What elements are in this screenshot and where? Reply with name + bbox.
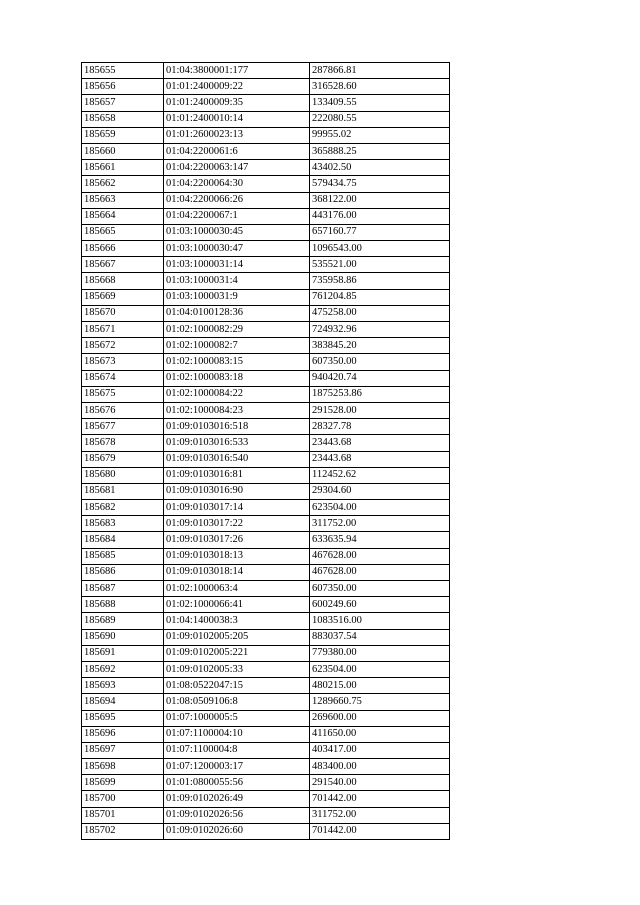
row-id-cell: 185659 (82, 127, 164, 143)
row-id-cell: 185672 (82, 338, 164, 354)
table-row (82, 241, 450, 257)
cadastral-number-cell: 01:02:1000066:41 (164, 597, 310, 613)
cadastral-number-cell: 01:04:2200067:1 (164, 208, 310, 224)
table-row (82, 759, 450, 775)
cadastral-number-cell: 01:01:2400009:35 (164, 95, 310, 111)
table-row (82, 192, 450, 208)
value-cell: 579434.75 (310, 176, 450, 192)
table-row (82, 597, 450, 613)
row-id-cell: 185686 (82, 564, 164, 580)
row-id-cell: 185684 (82, 532, 164, 548)
value-cell: 607350.00 (310, 581, 450, 597)
cadastral-number-cell: 01:09:0102026:56 (164, 807, 310, 823)
value-cell: 403417.00 (310, 742, 450, 758)
row-id-cell: 185678 (82, 435, 164, 451)
row-id-cell: 185663 (82, 192, 164, 208)
row-id-cell: 185655 (82, 63, 164, 79)
value-cell: 29304.60 (310, 483, 450, 499)
row-id-cell: 185680 (82, 467, 164, 483)
cadastral-number-cell: 01:09:0103018:13 (164, 548, 310, 564)
row-id-cell: 185688 (82, 597, 164, 613)
cadastral-number-cell: 01:09:0102005:205 (164, 629, 310, 645)
table-row (82, 613, 450, 629)
value-cell: 443176.00 (310, 208, 450, 224)
value-cell: 43402.50 (310, 160, 450, 176)
value-cell: 657160.77 (310, 224, 450, 240)
table-row (82, 160, 450, 176)
table-row (82, 710, 450, 726)
table-row (82, 386, 450, 402)
table-row (82, 273, 450, 289)
value-cell: 701442.00 (310, 823, 450, 839)
value-cell: 1083516.00 (310, 613, 450, 629)
value-cell: 287866.81 (310, 63, 450, 79)
value-cell: 883037.54 (310, 629, 450, 645)
row-id-cell: 185700 (82, 791, 164, 807)
row-id-cell: 185696 (82, 726, 164, 742)
row-id-cell: 185665 (82, 224, 164, 240)
table-row (82, 322, 450, 338)
table-row (82, 791, 450, 807)
row-id-cell: 185670 (82, 305, 164, 321)
cadastral-number-cell: 01:07:1200003:17 (164, 759, 310, 775)
row-id-cell: 185658 (82, 111, 164, 127)
value-cell: 475258.00 (310, 305, 450, 321)
value-cell: 600249.60 (310, 597, 450, 613)
row-id-cell: 185698 (82, 759, 164, 775)
value-cell: 633635.94 (310, 532, 450, 548)
row-id-cell: 185669 (82, 289, 164, 305)
table-row (82, 305, 450, 321)
cadastral-number-cell: 01:09:0103016:81 (164, 467, 310, 483)
table-row (82, 224, 450, 240)
cadastral-number-cell: 01:08:0509106:8 (164, 694, 310, 710)
cadastral-number-cell: 01:01:2600023:13 (164, 127, 310, 143)
table-row (82, 629, 450, 645)
cadastral-number-cell: 01:01:0800055:56 (164, 775, 310, 791)
cadastral-number-cell: 01:03:1000031:9 (164, 289, 310, 305)
cadastral-number-cell: 01:03:1000030:45 (164, 224, 310, 240)
table-row (82, 807, 450, 823)
table-row (82, 516, 450, 532)
cadastral-number-cell: 01:09:0102026:60 (164, 823, 310, 839)
cadastral-number-cell: 01:04:2200061:6 (164, 143, 310, 159)
value-cell: 411650.00 (310, 726, 450, 742)
cadastral-number-cell: 01:07:1000005:5 (164, 710, 310, 726)
value-cell: 368122.00 (310, 192, 450, 208)
table-body (82, 63, 450, 840)
row-id-cell: 185673 (82, 354, 164, 370)
cadastral-number-cell: 01:09:0102026:49 (164, 791, 310, 807)
cadastral-number-cell: 01:03:1000030:47 (164, 241, 310, 257)
row-id-cell: 185666 (82, 241, 164, 257)
cadastral-number-cell: 01:09:0102005:33 (164, 661, 310, 677)
value-cell: 23443.68 (310, 435, 450, 451)
row-id-cell: 185667 (82, 257, 164, 273)
table-row (82, 726, 450, 742)
cadastral-number-cell: 01:02:1000084:23 (164, 402, 310, 418)
cadastral-number-cell: 01:04:2200066:26 (164, 192, 310, 208)
table-row (82, 451, 450, 467)
row-id-cell: 185664 (82, 208, 164, 224)
cadastral-number-cell: 01:09:0102005:221 (164, 645, 310, 661)
value-cell: 480215.00 (310, 678, 450, 694)
table-row (82, 467, 450, 483)
table-row (82, 548, 450, 564)
row-id-cell: 185656 (82, 79, 164, 95)
row-id-cell: 185661 (82, 160, 164, 176)
row-id-cell: 185685 (82, 548, 164, 564)
table-row (82, 775, 450, 791)
table-row (82, 289, 450, 305)
cadastral-number-cell: 01:01:2400010:14 (164, 111, 310, 127)
row-id-cell: 185668 (82, 273, 164, 289)
row-id-cell: 185683 (82, 516, 164, 532)
value-cell: 607350.00 (310, 354, 450, 370)
cadastral-number-cell: 01:04:2200064:30 (164, 176, 310, 192)
row-id-cell: 185694 (82, 694, 164, 710)
row-id-cell: 185682 (82, 500, 164, 516)
row-id-cell: 185697 (82, 742, 164, 758)
cadastral-number-cell: 01:09:0103016:518 (164, 419, 310, 435)
value-cell: 1289660.75 (310, 694, 450, 710)
table-row (82, 661, 450, 677)
row-id-cell: 185674 (82, 370, 164, 386)
value-cell: 735958.86 (310, 273, 450, 289)
value-cell: 940420.74 (310, 370, 450, 386)
value-cell: 483400.00 (310, 759, 450, 775)
row-id-cell: 185657 (82, 95, 164, 111)
cadastral-number-cell: 01:02:1000082:29 (164, 322, 310, 338)
row-id-cell: 185677 (82, 419, 164, 435)
table-row (82, 127, 450, 143)
value-cell: 724932.96 (310, 322, 450, 338)
value-cell: 623504.00 (310, 661, 450, 677)
table-row (82, 823, 450, 839)
row-id-cell: 185671 (82, 322, 164, 338)
value-cell: 112452.62 (310, 467, 450, 483)
row-id-cell: 185687 (82, 581, 164, 597)
value-cell: 467628.00 (310, 564, 450, 580)
row-id-cell: 185676 (82, 402, 164, 418)
row-id-cell: 185701 (82, 807, 164, 823)
value-cell: 316528.60 (310, 79, 450, 95)
row-id-cell: 185699 (82, 775, 164, 791)
table-row (82, 645, 450, 661)
table-row (82, 483, 450, 499)
row-id-cell: 185662 (82, 176, 164, 192)
cadastral-number-cell: 01:04:1400038:3 (164, 613, 310, 629)
row-id-cell: 185690 (82, 629, 164, 645)
cadastral-number-cell: 01:08:0522047:15 (164, 678, 310, 694)
table-row (82, 694, 450, 710)
value-cell: 467628.00 (310, 548, 450, 564)
value-cell: 311752.00 (310, 807, 450, 823)
value-cell: 28327.78 (310, 419, 450, 435)
row-id-cell: 185681 (82, 483, 164, 499)
value-cell: 99955.02 (310, 127, 450, 143)
value-cell: 291528.00 (310, 402, 450, 418)
table-row (82, 63, 450, 79)
table-row (82, 581, 450, 597)
cadastral-number-cell: 01:07:1100004:10 (164, 726, 310, 742)
table-row (82, 111, 450, 127)
cadastral-number-cell: 01:02:1000063:4 (164, 581, 310, 597)
table-row (82, 678, 450, 694)
value-cell: 291540.00 (310, 775, 450, 791)
table-row (82, 79, 450, 95)
data-table (81, 62, 450, 840)
cadastral-number-cell: 01:02:1000083:15 (164, 354, 310, 370)
value-cell: 701442.00 (310, 791, 450, 807)
table-row (82, 742, 450, 758)
table-row (82, 419, 450, 435)
value-cell: 311752.00 (310, 516, 450, 532)
cadastral-number-cell: 01:09:0103016:90 (164, 483, 310, 499)
value-cell: 1096543.00 (310, 241, 450, 257)
table-row (82, 143, 450, 159)
cadastral-number-cell: 01:02:1000082:7 (164, 338, 310, 354)
cadastral-number-cell: 01:07:1100004:8 (164, 742, 310, 758)
row-id-cell: 185695 (82, 710, 164, 726)
value-cell: 761204.85 (310, 289, 450, 305)
table-row (82, 532, 450, 548)
cadastral-number-cell: 01:09:0103017:22 (164, 516, 310, 532)
cadastral-number-cell: 01:09:0103016:533 (164, 435, 310, 451)
value-cell: 269600.00 (310, 710, 450, 726)
cadastral-number-cell: 01:04:3800001:177 (164, 63, 310, 79)
table-row (82, 500, 450, 516)
table-row (82, 257, 450, 273)
row-id-cell: 185702 (82, 823, 164, 839)
value-cell: 1875253.86 (310, 386, 450, 402)
value-cell: 365888.25 (310, 143, 450, 159)
table-row (82, 95, 450, 111)
value-cell: 623504.00 (310, 500, 450, 516)
cadastral-number-cell: 01:09:0103018:14 (164, 564, 310, 580)
table-row (82, 176, 450, 192)
cadastral-number-cell: 01:01:2400009:22 (164, 79, 310, 95)
value-cell: 535521.00 (310, 257, 450, 273)
table-row (82, 208, 450, 224)
cadastral-number-cell: 01:09:0103016:540 (164, 451, 310, 467)
row-id-cell: 185691 (82, 645, 164, 661)
cadastral-number-cell: 01:09:0103017:14 (164, 500, 310, 516)
value-cell: 23443.68 (310, 451, 450, 467)
row-id-cell: 185675 (82, 386, 164, 402)
table-row (82, 435, 450, 451)
cadastral-number-cell: 01:03:1000031:4 (164, 273, 310, 289)
cadastral-number-cell: 01:04:2200063:147 (164, 160, 310, 176)
value-cell: 222080.55 (310, 111, 450, 127)
table-row (82, 564, 450, 580)
value-cell: 133409.55 (310, 95, 450, 111)
row-id-cell: 185660 (82, 143, 164, 159)
cadastral-number-cell: 01:09:0103017:26 (164, 532, 310, 548)
row-id-cell: 185689 (82, 613, 164, 629)
row-id-cell: 185693 (82, 678, 164, 694)
cadastral-number-cell: 01:03:1000031:14 (164, 257, 310, 273)
cadastral-number-cell: 01:02:1000083:18 (164, 370, 310, 386)
cadastral-number-cell: 01:02:1000084:22 (164, 386, 310, 402)
table-row (82, 370, 450, 386)
value-cell: 779380.00 (310, 645, 450, 661)
table-row (82, 402, 450, 418)
table-row (82, 338, 450, 354)
cadastral-number-cell: 01:04:0100128:36 (164, 305, 310, 321)
row-id-cell: 185679 (82, 451, 164, 467)
table-row (82, 354, 450, 370)
row-id-cell: 185692 (82, 661, 164, 677)
value-cell: 383845.20 (310, 338, 450, 354)
